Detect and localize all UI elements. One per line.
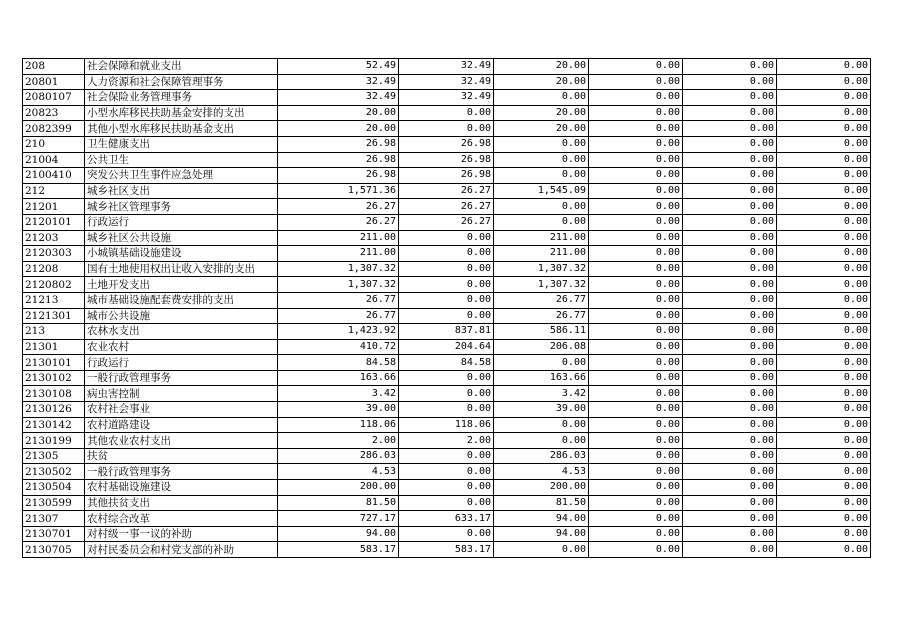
amount-cell: 0.00 bbox=[777, 526, 871, 542]
table-row bbox=[23, 277, 871, 293]
amount-cell: 0.00 bbox=[494, 90, 589, 106]
amount-cell: 32.49 bbox=[399, 59, 494, 75]
amount-cell: 52.49 bbox=[278, 59, 399, 75]
amount-cell: 0.00 bbox=[777, 246, 871, 262]
amount-cell: 0.00 bbox=[589, 480, 683, 496]
amount-cell: 0.00 bbox=[399, 230, 494, 246]
amount-cell: 0.00 bbox=[683, 526, 777, 542]
table-row bbox=[23, 355, 871, 371]
amount-cell: 26.77 bbox=[278, 308, 399, 324]
amount-cell: 0.00 bbox=[589, 417, 683, 433]
subject-code-cell: 2130599 bbox=[23, 495, 85, 511]
table-row bbox=[23, 230, 871, 246]
amount-cell: 0.00 bbox=[494, 136, 589, 152]
amount-cell: 39.00 bbox=[278, 402, 399, 418]
subject-name-cell: 农业农村 bbox=[85, 339, 278, 355]
amount-cell: 0.00 bbox=[589, 402, 683, 418]
amount-cell: 0.00 bbox=[494, 168, 589, 184]
table-row bbox=[23, 183, 871, 199]
table-row bbox=[23, 542, 871, 558]
amount-cell: 0.00 bbox=[399, 464, 494, 480]
amount-cell: 26.98 bbox=[399, 152, 494, 168]
subject-code-cell: 2120303 bbox=[23, 246, 85, 262]
subject-name-cell: 卫生健康支出 bbox=[85, 136, 278, 152]
subject-name-cell: 农村综合改革 bbox=[85, 511, 278, 527]
subject-code-cell: 20823 bbox=[23, 105, 85, 121]
subject-code-cell: 21305 bbox=[23, 448, 85, 464]
amount-cell: 0.00 bbox=[589, 214, 683, 230]
amount-cell: 0.00 bbox=[777, 277, 871, 293]
amount-cell: 0.00 bbox=[683, 402, 777, 418]
subject-name-cell: 公共卫生 bbox=[85, 152, 278, 168]
amount-cell: 81.50 bbox=[278, 495, 399, 511]
amount-cell: 2.00 bbox=[278, 433, 399, 449]
amount-cell: 118.06 bbox=[278, 417, 399, 433]
table-row bbox=[23, 402, 871, 418]
amount-cell: 84.58 bbox=[278, 355, 399, 371]
amount-cell: 163.66 bbox=[494, 370, 589, 386]
amount-cell: 0.00 bbox=[683, 448, 777, 464]
amount-cell: 163.66 bbox=[278, 370, 399, 386]
amount-cell: 0.00 bbox=[589, 324, 683, 340]
amount-cell: 0.00 bbox=[589, 168, 683, 184]
subject-code-cell: 213 bbox=[23, 324, 85, 340]
amount-cell: 0.00 bbox=[777, 402, 871, 418]
table-row bbox=[23, 448, 871, 464]
table-row bbox=[23, 417, 871, 433]
amount-cell: 2.00 bbox=[399, 433, 494, 449]
amount-cell: 0.00 bbox=[399, 495, 494, 511]
subject-code-cell: 21213 bbox=[23, 292, 85, 308]
amount-cell: 0.00 bbox=[589, 448, 683, 464]
amount-cell: 1,307.32 bbox=[494, 277, 589, 293]
amount-cell: 0.00 bbox=[777, 480, 871, 496]
amount-cell: 0.00 bbox=[494, 152, 589, 168]
subject-name-cell: 扶贫 bbox=[85, 448, 278, 464]
amount-cell: 0.00 bbox=[399, 386, 494, 402]
subject-name-cell: 城乡社区管理事务 bbox=[85, 199, 278, 215]
amount-cell: 1,545.09 bbox=[494, 183, 589, 199]
amount-cell: 0.00 bbox=[777, 339, 871, 355]
amount-cell: 26.98 bbox=[278, 152, 399, 168]
subject-code-cell: 2130504 bbox=[23, 480, 85, 496]
amount-cell: 837.81 bbox=[399, 324, 494, 340]
amount-cell: 0.00 bbox=[399, 402, 494, 418]
amount-cell: 32.49 bbox=[399, 74, 494, 90]
amount-cell: 0.00 bbox=[683, 183, 777, 199]
amount-cell: 0.00 bbox=[777, 433, 871, 449]
amount-cell: 0.00 bbox=[777, 168, 871, 184]
amount-cell: 0.00 bbox=[777, 370, 871, 386]
amount-cell: 0.00 bbox=[683, 136, 777, 152]
amount-cell: 0.00 bbox=[589, 370, 683, 386]
table-row bbox=[23, 90, 871, 106]
subject-name-cell: 行政运行 bbox=[85, 214, 278, 230]
amount-cell: 0.00 bbox=[683, 121, 777, 137]
table-row bbox=[23, 495, 871, 511]
amount-cell: 1,307.32 bbox=[494, 261, 589, 277]
amount-cell: 0.00 bbox=[777, 261, 871, 277]
amount-cell: 286.03 bbox=[494, 448, 589, 464]
subject-name-cell: 其他小型水库移民扶助基金支出 bbox=[85, 121, 278, 137]
amount-cell: 0.00 bbox=[683, 246, 777, 262]
amount-cell: 26.77 bbox=[494, 292, 589, 308]
amount-cell: 0.00 bbox=[683, 386, 777, 402]
subject-name-cell: 一般行政管理事务 bbox=[85, 370, 278, 386]
amount-cell: 211.00 bbox=[494, 246, 589, 262]
amount-cell: 0.00 bbox=[683, 168, 777, 184]
table-row bbox=[23, 292, 871, 308]
amount-cell: 0.00 bbox=[683, 511, 777, 527]
amount-cell: 20.00 bbox=[494, 74, 589, 90]
table-row bbox=[23, 168, 871, 184]
amount-cell: 0.00 bbox=[683, 355, 777, 371]
amount-cell: 0.00 bbox=[683, 417, 777, 433]
amount-cell: 0.00 bbox=[589, 308, 683, 324]
subject-name-cell: 行政运行 bbox=[85, 355, 278, 371]
table-row bbox=[23, 386, 871, 402]
amount-cell: 0.00 bbox=[589, 339, 683, 355]
amount-cell: 94.00 bbox=[494, 511, 589, 527]
amount-cell: 0.00 bbox=[494, 433, 589, 449]
amount-cell: 32.49 bbox=[278, 90, 399, 106]
amount-cell: 0.00 bbox=[777, 495, 871, 511]
amount-cell: 0.00 bbox=[777, 464, 871, 480]
amount-cell: 0.00 bbox=[683, 277, 777, 293]
amount-cell: 0.00 bbox=[494, 355, 589, 371]
subject-name-cell: 社会保障和就业支出 bbox=[85, 59, 278, 75]
amount-cell: 0.00 bbox=[494, 214, 589, 230]
amount-cell: 0.00 bbox=[399, 448, 494, 464]
amount-cell: 0.00 bbox=[494, 199, 589, 215]
amount-cell: 200.00 bbox=[494, 480, 589, 496]
amount-cell: 1,571.36 bbox=[278, 183, 399, 199]
amount-cell: 0.00 bbox=[589, 136, 683, 152]
table-row bbox=[23, 121, 871, 137]
amount-cell: 0.00 bbox=[399, 480, 494, 496]
table-row bbox=[23, 370, 871, 386]
table-row bbox=[23, 152, 871, 168]
amount-cell: 0.00 bbox=[589, 230, 683, 246]
amount-cell: 583.17 bbox=[399, 542, 494, 558]
amount-cell: 1,307.32 bbox=[278, 261, 399, 277]
table-row bbox=[23, 261, 871, 277]
amount-cell: 20.00 bbox=[278, 121, 399, 137]
amount-cell: 0.00 bbox=[589, 386, 683, 402]
subject-code-cell: 2130502 bbox=[23, 464, 85, 480]
subject-name-cell: 其他农业农村支出 bbox=[85, 433, 278, 449]
amount-cell: 0.00 bbox=[777, 386, 871, 402]
amount-cell: 20.00 bbox=[494, 121, 589, 137]
amount-cell: 0.00 bbox=[683, 308, 777, 324]
table-row bbox=[23, 74, 871, 90]
subject-name-cell: 城市基础设施配套费安排的支出 bbox=[85, 292, 278, 308]
amount-cell: 0.00 bbox=[589, 292, 683, 308]
amount-cell: 0.00 bbox=[589, 121, 683, 137]
amount-cell: 0.00 bbox=[777, 308, 871, 324]
subject-name-cell: 社会保险业务管理事务 bbox=[85, 90, 278, 106]
subject-code-cell: 2080107 bbox=[23, 90, 85, 106]
table-row bbox=[23, 136, 871, 152]
amount-cell: 0.00 bbox=[777, 417, 871, 433]
amount-cell: 0.00 bbox=[589, 261, 683, 277]
subject-code-cell: 2130701 bbox=[23, 526, 85, 542]
amount-cell: 0.00 bbox=[777, 136, 871, 152]
amount-cell: 206.08 bbox=[494, 339, 589, 355]
subject-code-cell: 2121301 bbox=[23, 308, 85, 324]
subject-name-cell: 国有土地使用权出让收入安排的支出 bbox=[85, 261, 278, 277]
subject-name-cell: 病虫害控制 bbox=[85, 386, 278, 402]
amount-cell: 0.00 bbox=[399, 105, 494, 121]
amount-cell: 1,307.32 bbox=[278, 277, 399, 293]
subject-code-cell: 2130101 bbox=[23, 355, 85, 371]
amount-cell: 0.00 bbox=[683, 542, 777, 558]
amount-cell: 26.77 bbox=[494, 308, 589, 324]
amount-cell: 0.00 bbox=[399, 246, 494, 262]
subject-name-cell: 农村社会事业 bbox=[85, 402, 278, 418]
amount-cell: 0.00 bbox=[683, 152, 777, 168]
subject-code-cell: 2130199 bbox=[23, 433, 85, 449]
amount-cell: 32.49 bbox=[278, 74, 399, 90]
table-row bbox=[23, 511, 871, 527]
amount-cell: 0.00 bbox=[399, 121, 494, 137]
table-row bbox=[23, 199, 871, 215]
amount-cell: 0.00 bbox=[589, 183, 683, 199]
amount-cell: 0.00 bbox=[683, 199, 777, 215]
subject-code-cell: 21307 bbox=[23, 511, 85, 527]
amount-cell: 0.00 bbox=[589, 277, 683, 293]
amount-cell: 32.49 bbox=[399, 90, 494, 106]
amount-cell: 286.03 bbox=[278, 448, 399, 464]
subject-name-cell: 小型水库移民扶助基金安排的支出 bbox=[85, 105, 278, 121]
amount-cell: 0.00 bbox=[589, 355, 683, 371]
subject-name-cell: 农村基础设施建设 bbox=[85, 480, 278, 496]
amount-cell: 0.00 bbox=[777, 90, 871, 106]
table-row bbox=[23, 246, 871, 262]
amount-cell: 4.53 bbox=[494, 464, 589, 480]
amount-cell: 0.00 bbox=[683, 214, 777, 230]
subject-code-cell: 2120101 bbox=[23, 214, 85, 230]
table-row bbox=[23, 59, 871, 75]
amount-cell: 0.00 bbox=[683, 464, 777, 480]
subject-code-cell: 21301 bbox=[23, 339, 85, 355]
amount-cell: 4.53 bbox=[278, 464, 399, 480]
amount-cell: 0.00 bbox=[589, 433, 683, 449]
table-row bbox=[23, 433, 871, 449]
amount-cell: 0.00 bbox=[589, 74, 683, 90]
subject-code-cell: 2130126 bbox=[23, 402, 85, 418]
table-row bbox=[23, 480, 871, 496]
subject-code-cell: 2082399 bbox=[23, 121, 85, 137]
subject-code-cell: 210 bbox=[23, 136, 85, 152]
subject-name-cell: 农村道路建设 bbox=[85, 417, 278, 433]
amount-cell: 0.00 bbox=[777, 214, 871, 230]
amount-cell: 0.00 bbox=[777, 355, 871, 371]
amount-cell: 211.00 bbox=[278, 230, 399, 246]
amount-cell: 0.00 bbox=[683, 292, 777, 308]
table-row bbox=[23, 105, 871, 121]
amount-cell: 0.00 bbox=[683, 495, 777, 511]
amount-cell: 410.72 bbox=[278, 339, 399, 355]
subject-name-cell: 人力资源和社会保障管理事务 bbox=[85, 74, 278, 90]
subject-code-cell: 2130102 bbox=[23, 370, 85, 386]
amount-cell: 0.00 bbox=[777, 448, 871, 464]
table-row bbox=[23, 464, 871, 480]
amount-cell: 0.00 bbox=[683, 433, 777, 449]
amount-cell: 0.00 bbox=[399, 277, 494, 293]
subject-name-cell: 土地开发支出 bbox=[85, 277, 278, 293]
amount-cell: 0.00 bbox=[777, 59, 871, 75]
amount-cell: 81.50 bbox=[494, 495, 589, 511]
amount-cell: 586.11 bbox=[494, 324, 589, 340]
amount-cell: 0.00 bbox=[399, 292, 494, 308]
amount-cell: 26.27 bbox=[399, 214, 494, 230]
amount-cell: 0.00 bbox=[589, 511, 683, 527]
amount-cell: 20.00 bbox=[494, 105, 589, 121]
amount-cell: 0.00 bbox=[399, 308, 494, 324]
amount-cell: 0.00 bbox=[399, 370, 494, 386]
amount-cell: 0.00 bbox=[777, 105, 871, 121]
amount-cell: 94.00 bbox=[494, 526, 589, 542]
subject-name-cell: 城乡社区支出 bbox=[85, 183, 278, 199]
table-row bbox=[23, 324, 871, 340]
amount-cell: 0.00 bbox=[777, 121, 871, 137]
table-row bbox=[23, 308, 871, 324]
amount-cell: 0.00 bbox=[494, 542, 589, 558]
subject-name-cell: 对村民委员会和村党支部的补助 bbox=[85, 542, 278, 558]
amount-cell: 0.00 bbox=[494, 417, 589, 433]
amount-cell: 583.17 bbox=[278, 542, 399, 558]
amount-cell: 26.27 bbox=[399, 199, 494, 215]
subject-code-cell: 2130705 bbox=[23, 542, 85, 558]
amount-cell: 0.00 bbox=[683, 59, 777, 75]
subject-name-cell: 其他扶贫支出 bbox=[85, 495, 278, 511]
amount-cell: 0.00 bbox=[589, 152, 683, 168]
subject-code-cell: 2120802 bbox=[23, 277, 85, 293]
amount-cell: 0.00 bbox=[589, 199, 683, 215]
amount-cell: 94.00 bbox=[278, 526, 399, 542]
subject-code-cell: 2130108 bbox=[23, 386, 85, 402]
table-row bbox=[23, 214, 871, 230]
amount-cell: 26.77 bbox=[278, 292, 399, 308]
amount-cell: 0.00 bbox=[777, 183, 871, 199]
amount-cell: 26.98 bbox=[278, 168, 399, 184]
amount-cell: 0.00 bbox=[777, 511, 871, 527]
amount-cell: 20.00 bbox=[494, 59, 589, 75]
amount-cell: 26.27 bbox=[399, 183, 494, 199]
amount-cell: 26.27 bbox=[278, 214, 399, 230]
amount-cell: 39.00 bbox=[494, 402, 589, 418]
subject-code-cell: 21203 bbox=[23, 230, 85, 246]
amount-cell: 0.00 bbox=[777, 199, 871, 215]
subject-name-cell: 小城镇基础设施建设 bbox=[85, 246, 278, 262]
amount-cell: 0.00 bbox=[777, 230, 871, 246]
amount-cell: 0.00 bbox=[589, 246, 683, 262]
amount-cell: 0.00 bbox=[683, 105, 777, 121]
amount-cell: 0.00 bbox=[589, 495, 683, 511]
amount-cell: 0.00 bbox=[589, 542, 683, 558]
amount-cell: 3.42 bbox=[278, 386, 399, 402]
subject-code-cell: 20801 bbox=[23, 74, 85, 90]
amount-cell: 26.27 bbox=[278, 199, 399, 215]
amount-cell: 0.00 bbox=[777, 324, 871, 340]
subject-name-cell: 突发公共卫生事件应急处理 bbox=[85, 168, 278, 184]
subject-code-cell: 212 bbox=[23, 183, 85, 199]
subject-code-cell: 21208 bbox=[23, 261, 85, 277]
amount-cell: 26.98 bbox=[399, 136, 494, 152]
subject-name-cell: 一般行政管理事务 bbox=[85, 464, 278, 480]
subject-name-cell: 城市公共设施 bbox=[85, 308, 278, 324]
amount-cell: 0.00 bbox=[777, 74, 871, 90]
amount-cell: 1,423.92 bbox=[278, 324, 399, 340]
amount-cell: 211.00 bbox=[494, 230, 589, 246]
subject-name-cell: 城乡社区公共设施 bbox=[85, 230, 278, 246]
amount-cell: 84.58 bbox=[399, 355, 494, 371]
amount-cell: 0.00 bbox=[683, 90, 777, 106]
table-row bbox=[23, 339, 871, 355]
amount-cell: 0.00 bbox=[683, 480, 777, 496]
amount-cell: 26.98 bbox=[278, 136, 399, 152]
amount-cell: 0.00 bbox=[399, 526, 494, 542]
subject-code-cell: 21004 bbox=[23, 152, 85, 168]
amount-cell: 0.00 bbox=[777, 542, 871, 558]
amount-cell: 0.00 bbox=[683, 261, 777, 277]
amount-cell: 727.17 bbox=[278, 511, 399, 527]
amount-cell: 0.00 bbox=[683, 324, 777, 340]
amount-cell: 0.00 bbox=[777, 292, 871, 308]
amount-cell: 0.00 bbox=[683, 230, 777, 246]
amount-cell: 3.42 bbox=[494, 386, 589, 402]
table-row bbox=[23, 526, 871, 542]
subject-name-cell: 对村级一事一议的补助 bbox=[85, 526, 278, 542]
subject-code-cell: 21201 bbox=[23, 199, 85, 215]
amount-cell: 0.00 bbox=[589, 59, 683, 75]
amount-cell: 0.00 bbox=[683, 339, 777, 355]
amount-cell: 0.00 bbox=[589, 464, 683, 480]
amount-cell: 0.00 bbox=[683, 74, 777, 90]
subject-code-cell: 2130142 bbox=[23, 417, 85, 433]
amount-cell: 204.64 bbox=[399, 339, 494, 355]
amount-cell: 0.00 bbox=[589, 90, 683, 106]
amount-cell: 633.17 bbox=[399, 511, 494, 527]
subject-code-cell: 2100410 bbox=[23, 168, 85, 184]
subject-name-cell: 农林水支出 bbox=[85, 324, 278, 340]
amount-cell: 26.98 bbox=[399, 168, 494, 184]
amount-cell: 118.06 bbox=[399, 417, 494, 433]
amount-cell: 200.00 bbox=[278, 480, 399, 496]
amount-cell: 211.00 bbox=[278, 246, 399, 262]
subject-code-cell: 208 bbox=[23, 59, 85, 75]
amount-cell: 0.00 bbox=[589, 526, 683, 542]
amount-cell: 20.00 bbox=[278, 105, 399, 121]
amount-cell: 0.00 bbox=[589, 105, 683, 121]
amount-cell: 0.00 bbox=[777, 152, 871, 168]
amount-cell: 0.00 bbox=[399, 261, 494, 277]
amount-cell: 0.00 bbox=[683, 370, 777, 386]
budget-expenditure-table bbox=[22, 58, 871, 558]
